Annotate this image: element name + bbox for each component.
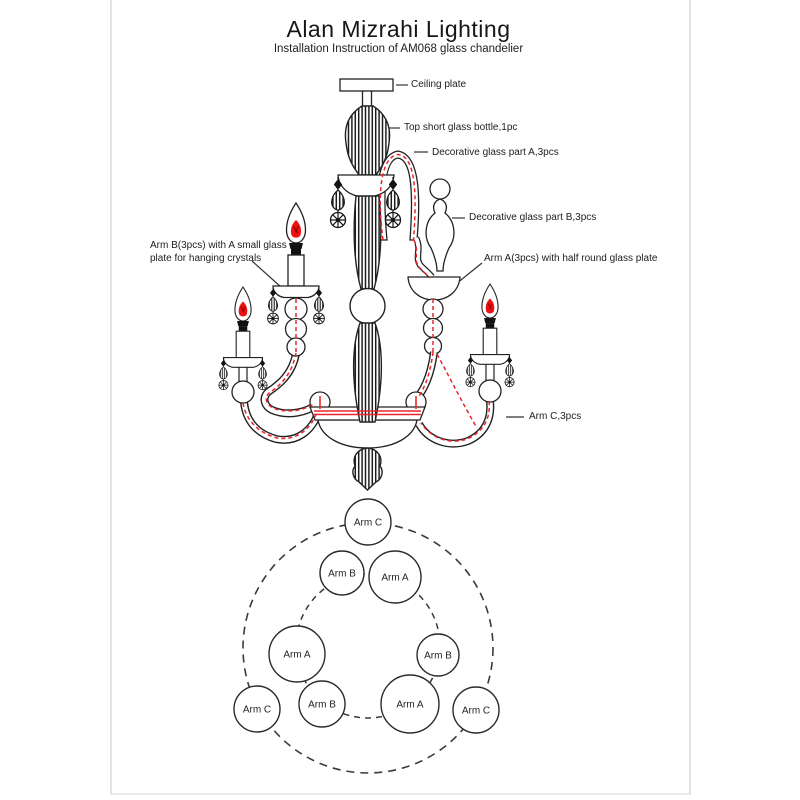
plan-arm-label: Arm A (396, 699, 424, 711)
candle-right (466, 284, 514, 387)
label-top-bottle: Top short glass bottle,1pc (404, 122, 518, 133)
bottom-finial (353, 448, 382, 490)
page-title: Alan Mizrahi Lighting (286, 16, 511, 42)
plan-arm-label: Arm C (461, 705, 491, 717)
plan-arm-label: Arm C (242, 704, 272, 716)
bottom-bowl (318, 420, 417, 448)
plan-arm-label: Arm B (424, 650, 452, 662)
label-arm-b-line2: plate for hanging crystals (150, 252, 262, 264)
hanging-stem (363, 91, 372, 107)
label-part-a: Decorative glass part A,3pcs (432, 147, 559, 158)
half-round-glass-plate (408, 277, 460, 300)
plan-arm-label: Arm C (353, 517, 383, 529)
ceiling-plate-shape (340, 79, 393, 91)
plan-arm-label: Arm B (308, 699, 336, 711)
label-arm-c: Arm C,3pcs (529, 411, 582, 422)
label-arm-b-line1: Arm B(3pcs) with A small glass (150, 240, 287, 251)
candle-lower-left (219, 287, 267, 390)
plan-arm-label: Arm A (283, 649, 311, 661)
top-glass-bottle-shape (345, 106, 389, 175)
upper-column-shape (354, 196, 381, 289)
label-arm-a: Arm A(3pcs) with half round glass plate (484, 253, 658, 264)
label-ceiling-plate: Ceiling plate (411, 79, 467, 90)
label-part-b: Decorative glass part B,3pcs (469, 212, 597, 223)
decorative-part-b (426, 179, 454, 271)
plan-arm-label: Arm B (328, 568, 356, 580)
plan-arm-label: Arm A (381, 572, 409, 584)
plan-diagram (234, 499, 499, 773)
lower-column-shape (354, 323, 382, 422)
page-subtitle: Installation Instruction of AM068 glass chandelier (273, 43, 524, 55)
center-glass-ball (350, 289, 385, 324)
